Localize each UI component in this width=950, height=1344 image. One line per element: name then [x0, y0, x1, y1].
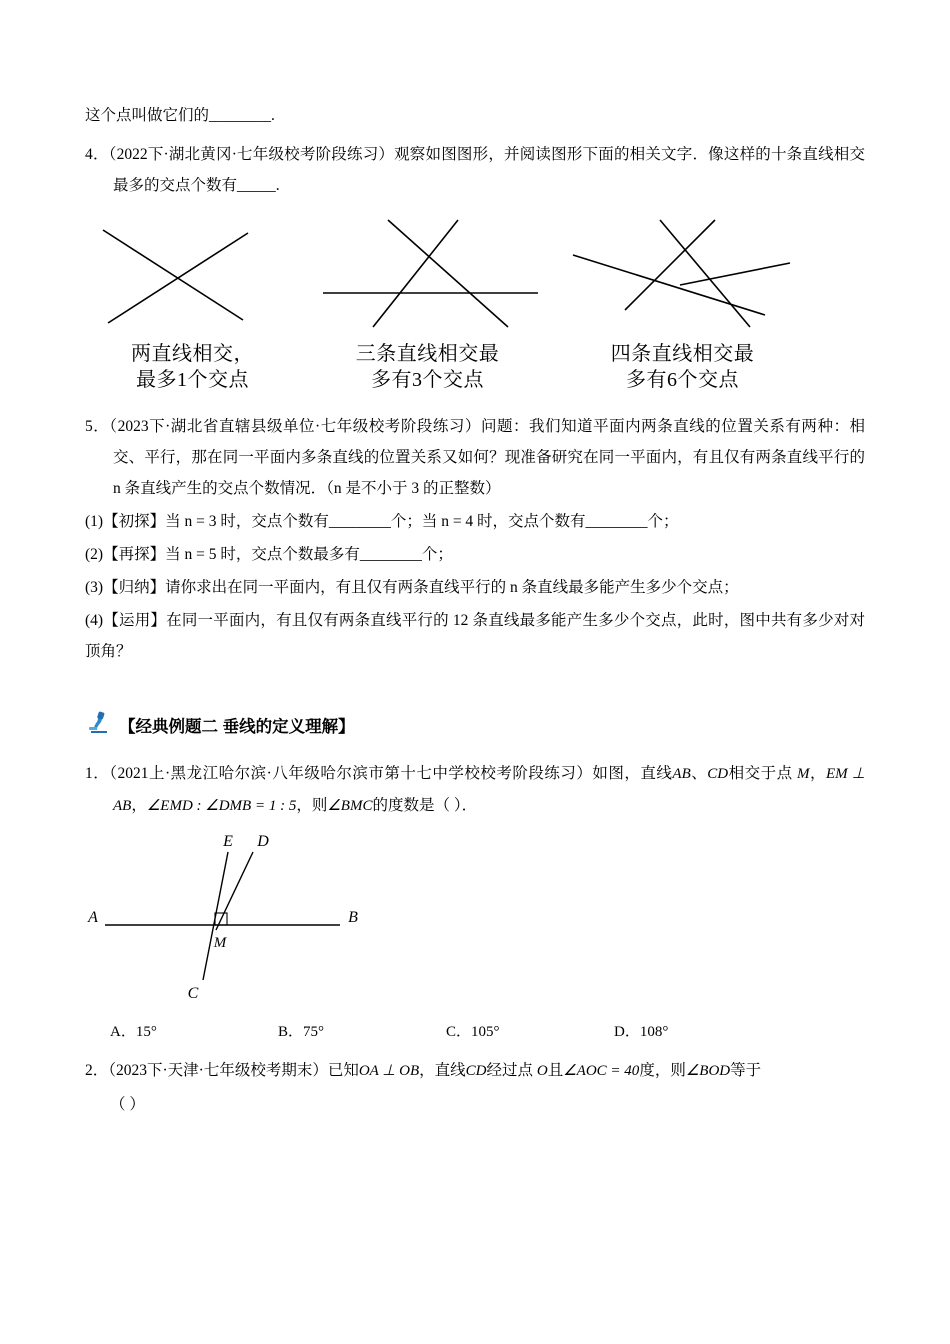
label-O: O — [536, 1063, 548, 1079]
example-1-choices — [85, 1020, 865, 1041]
two-lines-diagram — [93, 215, 293, 330]
question-5-intro: 5．（2023下·湖北省直辖县级单位·七年级校考阶段练习）问题：我们知道平面内两条直线的位置关系有两种：相交、平行，那在同一平面内多条直线的位置关系又如何？现准备研究在同一平面内，有且仅有两条直线平行的 n 条直线产生的交点个数情况．（n 是不小于 3 的正整数） — [85, 418, 865, 497]
choice-b[interactable] — [278, 1020, 446, 1041]
example-1-comma2: ， — [131, 797, 147, 814]
diagram-label-M: M — [213, 935, 227, 951]
example-2-bracket: （ ） — [110, 1096, 145, 1113]
diagram-label-A: A — [88, 909, 98, 926]
example-1-part3: 的度数是（ ）． — [372, 797, 478, 814]
three-lines-diagram — [313, 215, 543, 330]
top-fragment-line: 这个点叫做它们的________. — [85, 107, 275, 124]
diagram-label-C: C — [187, 985, 199, 1002]
question-4-figures — [85, 215, 865, 393]
label-CD: CD — [707, 766, 729, 782]
example-1-dun: 、 — [690, 765, 708, 782]
figure-caption-2: 三条直线相交最 多有3个交点 — [355, 343, 500, 391]
choice-d-key: D． — [614, 1024, 640, 1040]
example-2-part4: 度，则 — [639, 1062, 686, 1079]
choice-c-key: C． — [446, 1024, 472, 1040]
example-1-part1: 1．（2021上·黑龙江哈尔滨·八年级哈尔滨市第十七中学校校考阶段练习）如图，直线 — [85, 765, 673, 782]
microscope-icon — [85, 709, 111, 740]
example-1-diagram-wrap — [85, 830, 865, 1010]
choice-a-key: A． — [110, 1024, 136, 1040]
choice-d-value: 108° — [639, 1024, 669, 1040]
example-2-part2: 经过点 — [486, 1062, 533, 1079]
expr-angle-BOD: ∠BOD — [685, 1063, 731, 1079]
expr-angle-AOC: ∠AOC = 40 — [563, 1063, 640, 1079]
example-1-diagram — [85, 830, 535, 1005]
section-heading — [85, 709, 865, 740]
expr-OA-perp-OB: OA ⊥ OB — [358, 1063, 420, 1079]
choice-a[interactable] — [110, 1020, 278, 1041]
choice-b-key: B． — [278, 1024, 304, 1040]
section-title-text: 【经典例题二 垂线的定义理解】 — [119, 717, 355, 736]
question-5-part-4: (4)【运用】在同一平面内，有且仅有两条直线平行的 12 条直线最多能产生多少个交点，此时，图中共有多少对对顶角？ — [85, 612, 865, 660]
figure-caption-3: 四条直线相交最 多有6个交点 — [610, 343, 755, 391]
example-2-part1: 2．（2023下·天津·七年级校考期末）已知 — [85, 1062, 359, 1079]
expr-EM-perp-AB: EM ⊥ AB — [113, 766, 865, 814]
expr-angle-ratio: ∠EMD : ∠DMB = 1 : 5 — [146, 798, 297, 814]
four-lines-diagram — [565, 215, 800, 330]
choice-c[interactable] — [446, 1020, 614, 1041]
diagram-label-B: B — [348, 909, 358, 926]
question-5-part-3: (3)【归纳】请你求出在同一平面内，有且仅有两条直线平行的 n 条直线最多能产生多少个交点； — [85, 579, 739, 596]
figure-three-lines — [300, 215, 555, 393]
figure-caption-1: 两直线相交， 最多1个交点 — [131, 343, 254, 391]
example-1-comma3: ，则 — [296, 797, 328, 814]
example-1-comma1: ， — [809, 765, 827, 782]
example-2-part3: 且 — [547, 1062, 564, 1079]
label-CD-2: CD — [465, 1063, 487, 1079]
expr-angle-BMC: ∠BMC — [327, 798, 373, 814]
question-5-part-1: (1)【初探】当 n = 3 时，交点个数有________个；当 n = 4 时，交点个数有________个； — [85, 513, 679, 530]
diagram-label-E: E — [223, 833, 233, 850]
example-2-text — [85, 1055, 865, 1087]
diagram-label-D: D — [257, 833, 269, 850]
choice-d[interactable] — [614, 1020, 782, 1041]
question-5-part-2: (2)【再探】当 n = 5 时，交点个数最多有________个； — [85, 546, 453, 563]
page-content — [85, 100, 865, 1122]
example-2-part5: 等于 — [730, 1062, 762, 1079]
example-1-text — [85, 758, 865, 822]
figure-four-lines — [555, 215, 810, 393]
label-M: M — [797, 766, 810, 782]
example-1-part2: 相交于点 — [728, 765, 793, 782]
figure-two-lines — [85, 215, 300, 393]
choice-a-value: 15° — [135, 1024, 157, 1040]
example-2-comma1: ，直线 — [419, 1062, 466, 1079]
choice-b-value: 75° — [303, 1024, 325, 1040]
question-4-text: 4．（2022下·湖北黄冈·七年级校考阶段练习）观察如图图形，并阅读图形下面的相关文字．像这样的十条直线相交最多的交点个数有_____. — [85, 146, 865, 194]
label-AB: AB — [672, 766, 691, 782]
choice-c-value: 105° — [471, 1024, 500, 1040]
